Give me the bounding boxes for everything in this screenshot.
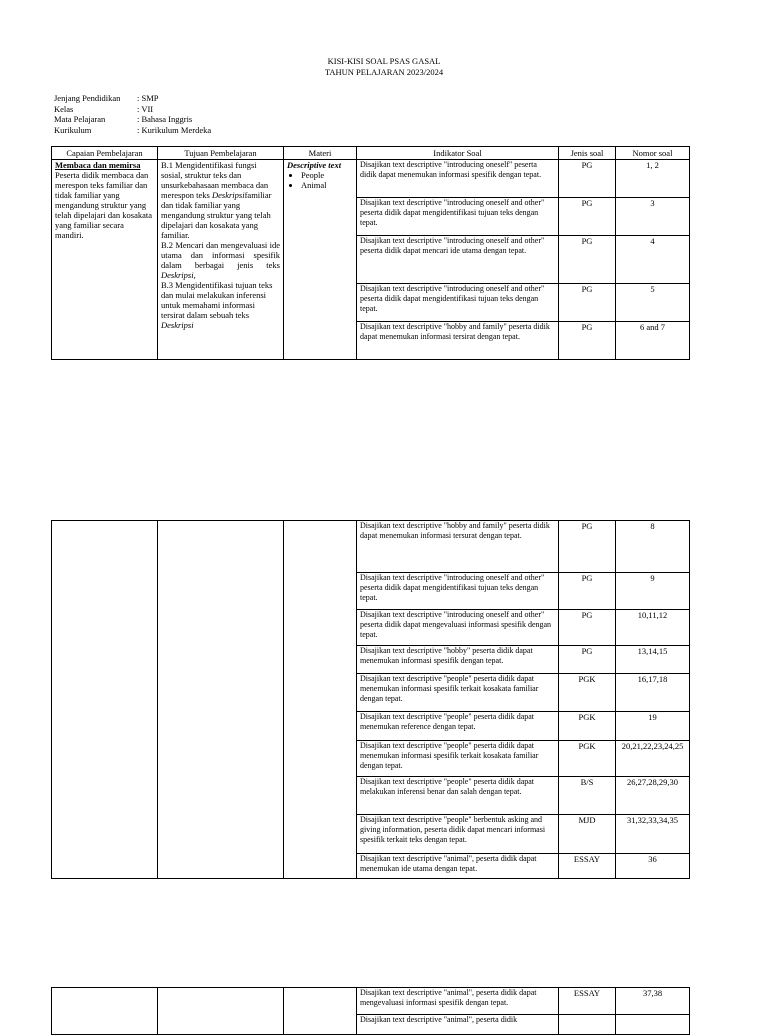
meta-label: Kurikulum: [54, 124, 92, 135]
meta-label: Mata Pelajaran: [54, 114, 106, 124]
jenis-cell: ESSAY: [559, 854, 616, 879]
indikator-cell: Disajikan text descriptive "introducing oneself and other" peserta didik dapat mencari ide utama dengan tepat.: [357, 236, 559, 284]
meta-value: : Kurikulum Merdeka: [137, 124, 212, 135]
table-header-row: [52, 147, 690, 160]
table-row: [52, 160, 690, 198]
table-row: [52, 521, 690, 573]
indikator-cell: Disajikan text descriptive "people" peserta didik dapat menemukan informasi spesifik terkait kosakata familiar dengan tepat.: [357, 741, 559, 777]
column-header: Tujuan Pembelajaran: [158, 147, 284, 160]
meta-row: [54, 114, 211, 125]
materi-list: [287, 170, 353, 190]
capaian-cell-empty: [52, 988, 158, 1035]
capaian-text: Peserta didik membaca dan merespon teks familiar dan tidak familiar yang mengandung struktur yang telah dipelajari dan kosakata yang familiar secara mandiri.: [55, 170, 152, 241]
column-header: Capaian Pembelajaran: [52, 147, 158, 160]
meta-label: Kelas: [54, 103, 74, 114]
jenis-cell: PG: [559, 646, 616, 674]
column-header: Indikator Soal: [357, 147, 559, 160]
nomor-cell: 4: [616, 236, 690, 284]
meta-row: [54, 93, 211, 104]
indikator-cell: Disajikan text descriptive "people" peserta didik dapat menemukan reference dengan tepat.: [357, 712, 559, 741]
materi-item: • Animal: [301, 180, 353, 190]
tujuan-cell-empty: [158, 988, 284, 1035]
nomor-cell: 8: [616, 521, 690, 573]
indikator-cell: Disajikan text descriptive "animal", peserta didik: [357, 1015, 559, 1035]
indikator-cell: Disajikan text descriptive "people" peserta didik dapat melakukan inferensi benar dan salah dengan tepat.: [357, 777, 559, 815]
jenis-cell: PG: [559, 573, 616, 610]
nomor-cell: 19: [616, 712, 690, 741]
meta-label: Jenjang Pendidikan: [54, 93, 121, 103]
nomor-cell: 16,17,18: [616, 674, 690, 712]
nomor-cell: 31,32,33,34,35: [616, 815, 690, 854]
jenis-cell: PG: [559, 160, 616, 198]
table-row: [52, 988, 690, 1015]
jenis-cell: PG: [559, 236, 616, 284]
indikator-cell: Disajikan text descriptive "introducing oneself and other" peserta didik dapat mengevaluasi informasi spesifik dengan tepat.: [357, 610, 559, 646]
jenis-cell: PGK: [559, 741, 616, 777]
indikator-cell: Disajikan text descriptive "hobby" peserta didik dapat menemukan informasi spesifik dengan tepat.: [357, 646, 559, 674]
nomor-cell: 36: [616, 854, 690, 879]
meta-value: : SMP: [137, 93, 159, 103]
capaian-cell-empty: [52, 521, 158, 879]
indikator-cell: Disajikan text descriptive "people" berbentuk asking and giving information, peserta didik dapat mencari informasi spesifik terkait teks dengan tepat.: [357, 815, 559, 854]
document-title: [0, 56, 768, 77]
nomor-cell: [616, 1015, 690, 1035]
title-line-1: KISI-KISI SOAL PSAS GASAL: [327, 56, 441, 66]
title-line-2: TAHUN PELAJARAN 2023/2024: [324, 66, 444, 77]
meta-value: : VII: [137, 103, 154, 114]
jenis-cell: PG: [559, 322, 616, 360]
jenis-cell: PGK: [559, 712, 616, 741]
jenis-cell: PG: [559, 198, 616, 236]
indikator-cell: Disajikan text descriptive "hobby and family" peserta didik dapat menemukan informasi tersirat dengan tepat.: [357, 322, 559, 360]
indikator-cell: Disajikan text descriptive "introducing oneself and other" peserta didik dapat mengidentifikasi tujuan teks dengan tepat.: [357, 573, 559, 610]
indikator-cell: Disajikan text descriptive "animal", peserta didik dapat mengevaluasi informasi spesifik dengan tepat.: [357, 988, 559, 1015]
nomor-cell: 5: [616, 284, 690, 322]
column-header: Materi: [284, 147, 357, 160]
jenis-cell: ESSAY: [559, 988, 616, 1015]
indikator-cell: Disajikan text descriptive "hobby and family" peserta didik dapat menemukan informasi tersurat dengan tepat.: [357, 521, 559, 573]
nomor-cell: 9: [616, 573, 690, 610]
materi-cell: [284, 160, 357, 360]
nomor-cell: 26,27,28,29,30: [616, 777, 690, 815]
jenis-cell: PG: [559, 284, 616, 322]
materi-cell-empty: [284, 521, 357, 879]
nomor-cell: 3: [616, 198, 690, 236]
indikator-cell: Disajikan text descriptive "people" peserta didik dapat menemukan informasi spesifik terkait kosakata familiar dengan tepat.: [357, 674, 559, 712]
nomor-cell: 20,21,22,23,24,25: [616, 741, 690, 777]
column-header: Nomor soal: [616, 147, 690, 160]
meta-row: [54, 104, 211, 115]
tujuan-cell: [158, 160, 284, 360]
nomor-cell: 10,11,12: [616, 610, 690, 646]
materi-cell-empty: [284, 988, 357, 1035]
document-meta: [54, 93, 211, 135]
kisi-table-1: [51, 146, 690, 360]
capaian-title: Membaca dan memirsa: [55, 160, 141, 171]
jenis-cell: [559, 1015, 616, 1035]
indikator-cell: Disajikan text descriptive "introducing oneself" peserta didik dapat menemukan informasi spesifik dengan tepat.: [357, 160, 559, 198]
jenis-cell: B/S: [559, 777, 616, 815]
indikator-cell: Disajikan text descriptive "introducing oneself and other" peserta didik dapat mengidentifikasi tujuan teks dengan tepat.: [357, 284, 559, 322]
jenis-cell: PG: [559, 610, 616, 646]
column-header: Jenis soal: [559, 147, 616, 160]
tujuan-b1: B.1 Mengidentifikasi fungsi sosial, struktur teks dan unsurkebahasaan membaca dan merespon teks Deskripsifamiliar dan tidak familiar yang mengandung struktur yang telah dipelajari dan kosakata yang familiar.: [161, 160, 272, 241]
materi-title: Descriptive text: [287, 160, 342, 171]
tujuan-b3: B.3 Mengidentifikasi tujuan teks dan mulai melakukan inferensi untuk memahami informasi tersirat dalam sebuah teks Deskripsi: [161, 280, 273, 331]
meta-value: : Bahasa Inggris: [137, 114, 193, 124]
capaian-cell: [52, 160, 158, 360]
kisi-table-3: [51, 987, 690, 1035]
indikator-cell: Disajikan text descriptive "animal", peserta didik dapat menemukan ide utama dengan tepat.: [357, 854, 559, 879]
materi-item: • People: [301, 170, 353, 180]
nomor-cell: 6 and 7: [616, 322, 690, 360]
nomor-cell: 37,38: [616, 988, 690, 1015]
nomor-cell: 1, 2: [616, 160, 690, 198]
tujuan-cell-empty: [158, 521, 284, 879]
nomor-cell: 13,14,15: [616, 646, 690, 674]
indikator-cell: Disajikan text descriptive "introducing oneself and other" peserta didik dapat mengidentifikasi tujuan teks dengan tepat.: [357, 198, 559, 236]
kisi-table-2: [51, 520, 690, 879]
jenis-cell: PG: [559, 521, 616, 573]
jenis-cell: PGK: [559, 674, 616, 712]
meta-row: [54, 125, 211, 136]
tujuan-b2: B.2 Mencari dan mengevaluasi ide utama dan informasi spesifik dalam berbagai jenis teks Deskripsi,: [161, 240, 280, 281]
jenis-cell: MJD: [559, 815, 616, 854]
